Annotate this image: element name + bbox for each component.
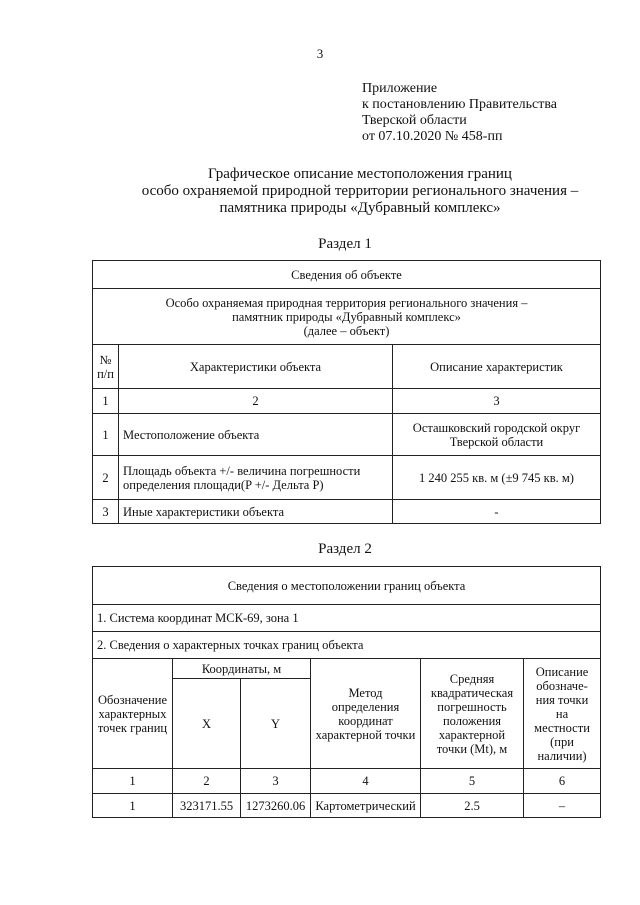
header-x: X [173,679,241,769]
coordinate-system: 1. Система координат МСК-69, зона 1 [93,605,601,632]
point-designation: 1 [93,794,173,818]
column-number: 1 [93,769,173,794]
title-line: Графическое описание местоположения границ [208,166,512,182]
column-number: 5 [421,769,524,794]
column-header: Характеристики объекта [119,345,393,389]
appendix-line: Приложение [362,81,438,96]
section-2-heading: Раздел 2 [318,541,372,557]
appendix-line: к постановлению Правительства [362,97,558,112]
table-row [93,794,601,818]
row-value: Осташковский городской округ Тверской области [393,414,601,456]
point-x: 323171.55 [173,794,241,818]
column-number: 4 [311,769,421,794]
header-designation: Обозначение характерных точек границ [93,659,173,769]
object-desc-line: (далее – объект) [303,323,390,338]
object-description [93,289,601,345]
column-number: 6 [524,769,601,794]
object-desc-line: памятник природы «Дубравный комплекс» [232,309,461,324]
column-header: № п/п [93,345,119,389]
section-1-heading: Раздел 1 [318,236,372,252]
row-number: 2 [93,456,119,500]
title-line: особо охраняемой природной территории регионального значения – [141,183,579,199]
table-row [93,414,601,456]
column-number: 2 [173,769,241,794]
column-header: Описание характеристик [393,345,601,389]
row-characteristic: Площадь объекта +/- величина погрешности определения площади(P +/- Дельта P) [119,456,393,500]
row-characteristic: Иные характеристики объекта [119,500,393,524]
header-coordinates: Координаты, м [173,659,311,679]
column-number: 3 [241,769,311,794]
column-number: 2 [119,389,393,414]
row-characteristic: Местоположение объекта [119,414,393,456]
points-caption: 2. Сведения о характерных точках границ объекта [93,632,601,659]
row-value: 1 240 255 кв. м (±9 745 кв. м) [393,456,601,500]
header-y: Y [241,679,311,769]
appendix-line: от 07.10.2020 № 458-пп [362,129,503,144]
header-description: Описание обозначе- ния точки на местности (при наличии) [524,659,601,769]
title-line: памятника природы «Дубравный комплекс» [219,200,501,216]
column-number: 1 [93,389,119,414]
appendix-block [362,81,557,145]
table-row [93,500,601,524]
object-desc-line: Особо охраняемая природная территория регионального значения – [165,295,528,310]
row-number: 3 [93,500,119,524]
header-method: Метод определения координат характерной точки [311,659,421,769]
document-title [80,166,640,217]
table-row [93,456,601,500]
page-number: 3 [316,46,324,61]
boundary-points-table [92,566,601,818]
row-number: 1 [93,414,119,456]
point-description: – [524,794,601,818]
column-number: 3 [393,389,601,414]
header-error: Средняя квадратическая погрешность положения характерной точки (Mt), м [421,659,524,769]
row-value: - [393,500,601,524]
object-info-table [92,260,601,524]
appendix-line: Тверской области [362,113,467,128]
point-error: 2.5 [421,794,524,818]
point-y: 1273260.06 [241,794,311,818]
point-method: Картометрический [311,794,421,818]
table-caption: Сведения о местоположении границ объекта [93,567,601,605]
table-caption: Сведения об объекте [93,261,601,289]
